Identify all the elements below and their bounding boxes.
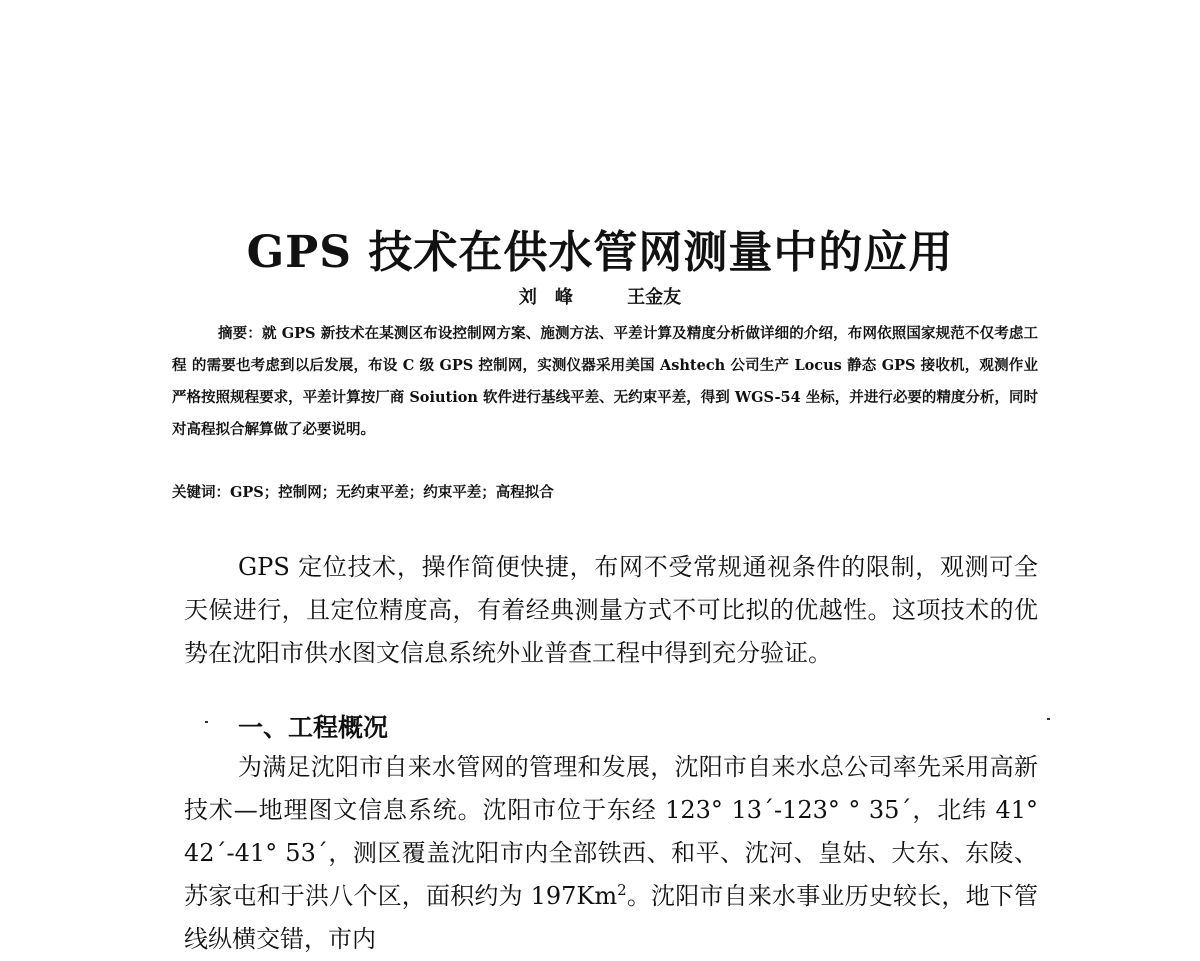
body-paragraph <box>184 746 1038 961</box>
article-title: GPS 技术在供水管网测量中的应用 <box>246 227 954 278</box>
paragraph-text: 。沈阳市自来水事业历史较长，地下管线纵横交错，市内 <box>184 882 1039 953</box>
author-line <box>0 283 1200 309</box>
scan-speck <box>1047 718 1050 720</box>
keywords-text: GPS；控制网；无约束平差；约束平差；高程拟合 <box>230 484 554 501</box>
abstract <box>172 318 1038 446</box>
keywords-label: 关键词： <box>172 484 230 501</box>
author-name: 王金友 <box>627 287 682 308</box>
body-paragraph: GPS 定位技术，操作简便快捷，布网不受常规通视条件的限制，观测可全天候进行，且定位精度高，有着经典测量方式不可比拟的优越性。这项技术的优势在沈阳市供水图文信息系统外业普查工程中得到充分验证。 <box>184 553 1038 667</box>
abstract-text: 就 GPS 新技术在某测区布设控制网方案、施测方法、平差计算及精度分析做详细的介绍，布网依照国家规范不仅考虑工程 的需要也考虑到以后发展，布设 C 级 GPS 控制网，实测仪器采用美国 Ashtech 公司生产 Locus 静态 GPS 接收机，观测作业严格按照规程要求，平差计算按厂商 Soiution 软件进行基线平差、无约束平差，得到 WGS-54 坐标，并进行必要的精度分析，同时对高程拟合解算做了必要说明。 <box>172 325 1039 438</box>
author-name: 刘 峰 <box>518 287 573 308</box>
scan-speck <box>205 721 208 723</box>
paragraph-text: 为满足沈阳市自来水管网的管理和发展，沈阳市自来水总公司率先采用高新技术—地理图文信息系统。沈阳市位于东经 123° 13´-123° ° 35´，北纬 41° 42´-41° 53´，测区覆盖沈阳市内全部铁西、和平、沈河、皇姑、大东、东陵、苏家屯和于洪八个区，面积约为 197Km <box>184 753 1038 910</box>
keywords <box>172 481 1038 502</box>
superscript: 2 <box>617 881 627 899</box>
section-heading: 一、工程概况 <box>238 713 389 742</box>
abstract-label: 摘要： <box>218 325 262 342</box>
